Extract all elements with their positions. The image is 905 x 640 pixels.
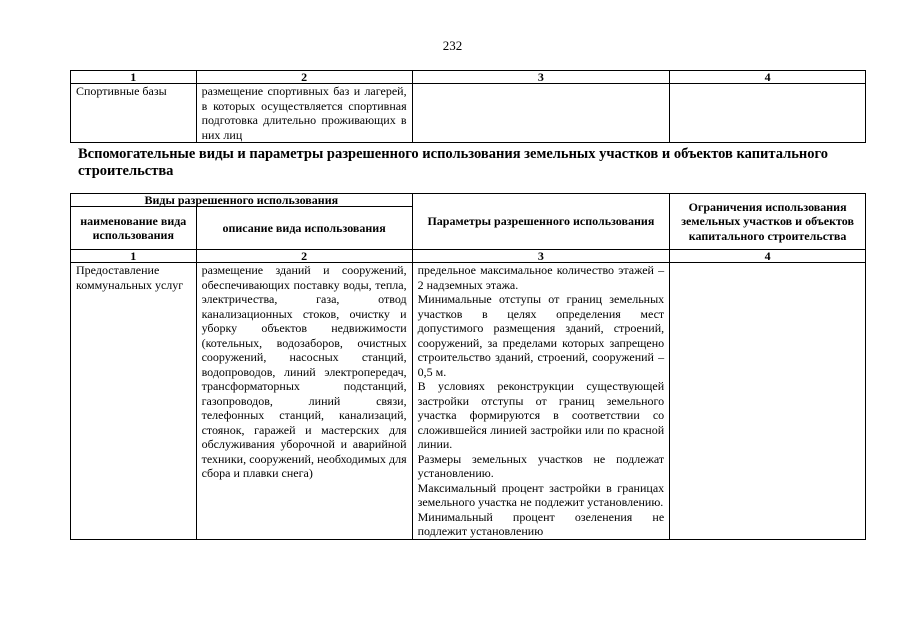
- header-use-description: описание вида использования: [196, 207, 412, 250]
- main-table: [70, 193, 866, 540]
- use-description-cell: размещение спортивных баз и лагерей, в которых осуществляется спортивная подготовка длительно проживающих в них лиц: [196, 84, 412, 143]
- header-use-name: наименование вида использования: [71, 207, 197, 250]
- param-paragraph: Минимальный процент озеленения не подлежит установлению: [417, 509, 665, 538]
- restrictions-cell: [670, 84, 866, 143]
- use-name-cell: Спортивные базы: [71, 84, 197, 143]
- header-params: Параметры разрешенного использования: [412, 194, 670, 250]
- params-cell: [412, 84, 670, 143]
- header-restrictions: Ограничения использования земельных участков и объектов капитального строительства: [670, 194, 866, 250]
- column-number: 2: [196, 250, 412, 263]
- use-description-cell: размещение зданий и сооружений, обеспечивающих поставку воды, тепла, электричества, газа, отвод канализационных стоков, очистку и уборку объектов недвижимости (котельных, водозаборов, очистных сооружений, насосных станций, водопроводов, линий электропередач, трансформаторных подстанций, газопроводов, линий связи, телефонных станций, канализаций, стоянок, гаражей и мастерских для обслуживания уборочной и аварийной техники, сооружений, необходимых для сбора и плавки снега): [196, 263, 412, 540]
- column-number: 2: [196, 71, 412, 84]
- param-paragraph: предельное максимальное количество этажей – 2 надземных этажа.: [417, 263, 665, 292]
- column-number-row: [71, 250, 866, 263]
- column-number: 1: [71, 71, 197, 84]
- column-number: 3: [412, 71, 670, 84]
- column-number: 4: [670, 71, 866, 84]
- column-number: 3: [412, 250, 670, 263]
- param-paragraph: Размеры земельных участков не подлежат установлению.: [417, 451, 665, 480]
- column-number-row: [71, 71, 866, 84]
- header-group-types: Виды разрешенного использования: [71, 194, 413, 207]
- header-row: [71, 194, 866, 207]
- param-paragraph: Минимальные отступы от границ земельных участков в целях определения мест допустимого размещения зданий, строений, сооружений, за пределами которых запрещено строительство зданий, строений, сооружений – 0,5 м.: [417, 292, 665, 379]
- param-paragraph: В условиях реконструкции существующей застройки отступы от границ земельного участка формируются в соответствии со сложившейся линией застройки или по красной линии.: [417, 379, 665, 451]
- column-number: 4: [670, 250, 866, 263]
- section-title: Вспомогательные виды и параметры разрешенного использования земельных участков и объектов капитального строительства: [78, 146, 828, 179]
- table-row: [71, 263, 866, 540]
- params-cell: [412, 263, 670, 540]
- table-row: [71, 84, 866, 143]
- top-table: [70, 70, 866, 143]
- column-number: 1: [71, 250, 197, 263]
- restrictions-cell: [670, 263, 866, 540]
- use-name-cell: Предоставление коммунальных услуг: [71, 263, 197, 540]
- page-number: 232: [442, 38, 463, 53]
- param-paragraph: Максимальный процент застройки в границах земельного участка не подлежит установлению.: [417, 480, 665, 509]
